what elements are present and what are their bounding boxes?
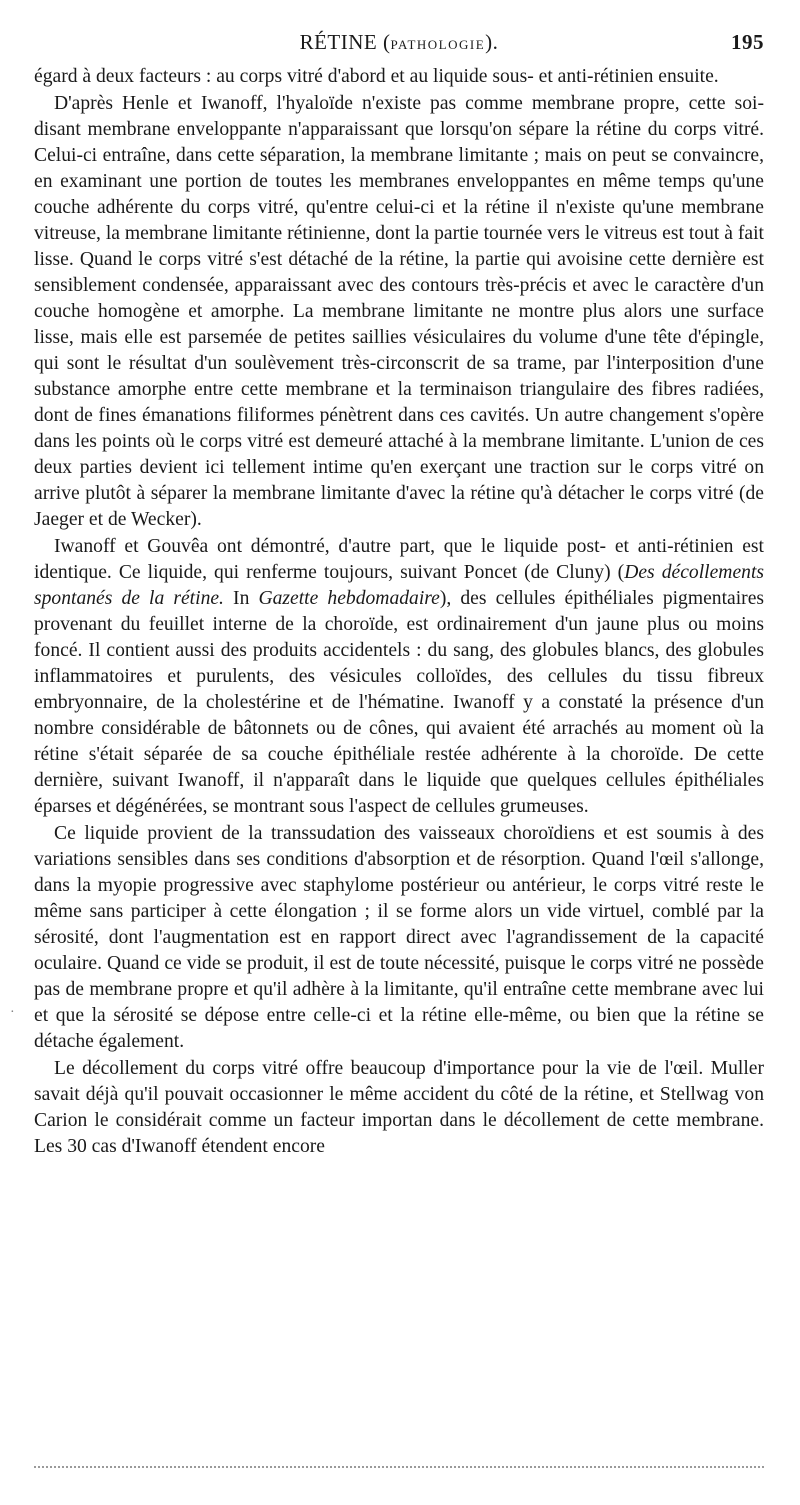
margin-mark: · — [10, 1005, 15, 1020]
running-title — [34, 30, 764, 55]
journal-title: Gazette hebdomadaire — [258, 588, 440, 609]
paragraph-4: Ce liquide provient de la transsudation des vaisseaux choroïdiens et est soumis à des variations sensibles dans ses conditions d'absorption et de résorption. Quand l'œil s'allonge, dans la myopie progressive avec staphylome postérieur ou antérieur, le corps vitré reste le même sans participer à cette élongation ; il se forme alors un vide virtuel, comblé par la sérosité, dont l'augmentation est en rapport direct avec l'agrandissement de la capacité oculaire. Quand ce vide se produit, il est de toute nécessité, puisque le corps vitré ne possède pas de membrane propre et qu'il adhère à la limitante, qu'il entraîne cette membrane avec lui et que la sérosité se dépose entre celle-ci et la rétine elle-même, ou bien que la rétine se détache également. — [34, 823, 764, 1052]
title-small-caps: PATHOLOGIE — [390, 37, 486, 52]
paragraph-5: Le décollement du corps vitré offre beaucoup d'importance pour la vie de l'œil. Muller savait déjà qu'il pouvait occasionner le même accident du côté de la rétine, et Stellwag von Carion le considérait comme un facteur importan dans le décollement de cette membrane. Les 30 cas d'Iwanoff étendent encore — [34, 1058, 764, 1157]
document-page — [34, 30, 764, 1160]
paragraph-3 — [34, 534, 764, 820]
page-number: 195 — [731, 30, 764, 54]
paragraph-2: D'après Henle et Iwanoff, l'hyaloïde n'existe pas comme membrane propre, cette soi-disant membrane enveloppante n'apparaissant que lorsqu'on sépare la rétine du corps vitré. Celui-ci entraîne, dans cette séparation, la membrane limitante ; mais on peut se convaincre, en examinant une portion de toutes les membranes enveloppantes en même temps qu'une couche adhérente du corps vitré, qu'entre celui-ci et la rétine il n'existe qu'une membrane vitreuse, la membrane limitante rétinienne, dont la partie tournée vers le vitreus est tout à fait lisse. Quand le corps vitré s'est détaché de la rétine, la partie qui avoisine cette dernière est sensiblement condensée, apparaissant avec des contours très-précis et avec le caractère d'un couche homogène et amorphe. La membrane limitante ne montre plus alors une surface lisse, mais elle est parsemée de petites saillies vésiculaires du volume d'une tête d'épingle, qui sont le résultat d'un soulèvement très-circonscrit de sa trame, par l'interposition d'une substance amorphe entre cette membrane et la terminaison triangulaire des fibres radiées, dont de fines émanations filiformes pénètrent dans ces cavités. Un autre changement s'opère dans les points où le corps vitré est demeuré attaché à la membrane limitante. L'union de ces deux parties devient ici tellement intime qu'en exerçant une traction sur le corps vitré on arrive plutôt à séparer la membrane limitante d'avec la rétine qu'à détacher le corps vitré (de Jaeger et de Wecker). — [34, 93, 764, 530]
title-close: ). — [485, 30, 499, 54]
body-text — [34, 64, 764, 1160]
paragraph-3-part-2: In — [223, 588, 259, 609]
paragraph-3-part-3: ), des cellules épithéliales pigmentaires provenant du feuillet interne de la choroïde, est ordinairement d'un jaune plus ou moins foncé. Il contient aussi des produits accidentels : du sang, des globules blancs, des globules inflammatoires et purulents, des vésicules colloïdes, des cellules du tissu fibreux embryonnaire, de la cholestérine et de l'hématine. Iwanoff y a constaté la présence d'un nombre considérable de bâtonnets ou de cônes, qui avaient été arrachés au moment où la rétine s'était séparée de sa couche épithéliale restée adhérente à la choroïde. De cette dernière, suivant Iwanoff, il n'apparaît dans le liquide que quelques cellules épithéliales éparses et dégénérées, se montrant sous l'aspect de cellules grumeuses. — [34, 588, 765, 817]
running-header — [34, 30, 764, 64]
citation-title: Des décollements spontanés de la rétine. — [34, 562, 765, 609]
paragraph-1: égard à deux facteurs : au corps vitré d'abord et au liquide sous- et anti-rétinien ensuite. — [34, 66, 719, 87]
footer-dotted-rule — [34, 1466, 764, 1468]
title-main: RÉTINE ( — [299, 30, 391, 54]
paragraph-3-part-1: Iwanoff et Gouvêa ont démontré, d'autre part, que le liquide post- et anti-rétinien est identique. Ce liquide, qui renferme toujours, suivant Poncet (de Cluny) ( — [34, 536, 764, 583]
